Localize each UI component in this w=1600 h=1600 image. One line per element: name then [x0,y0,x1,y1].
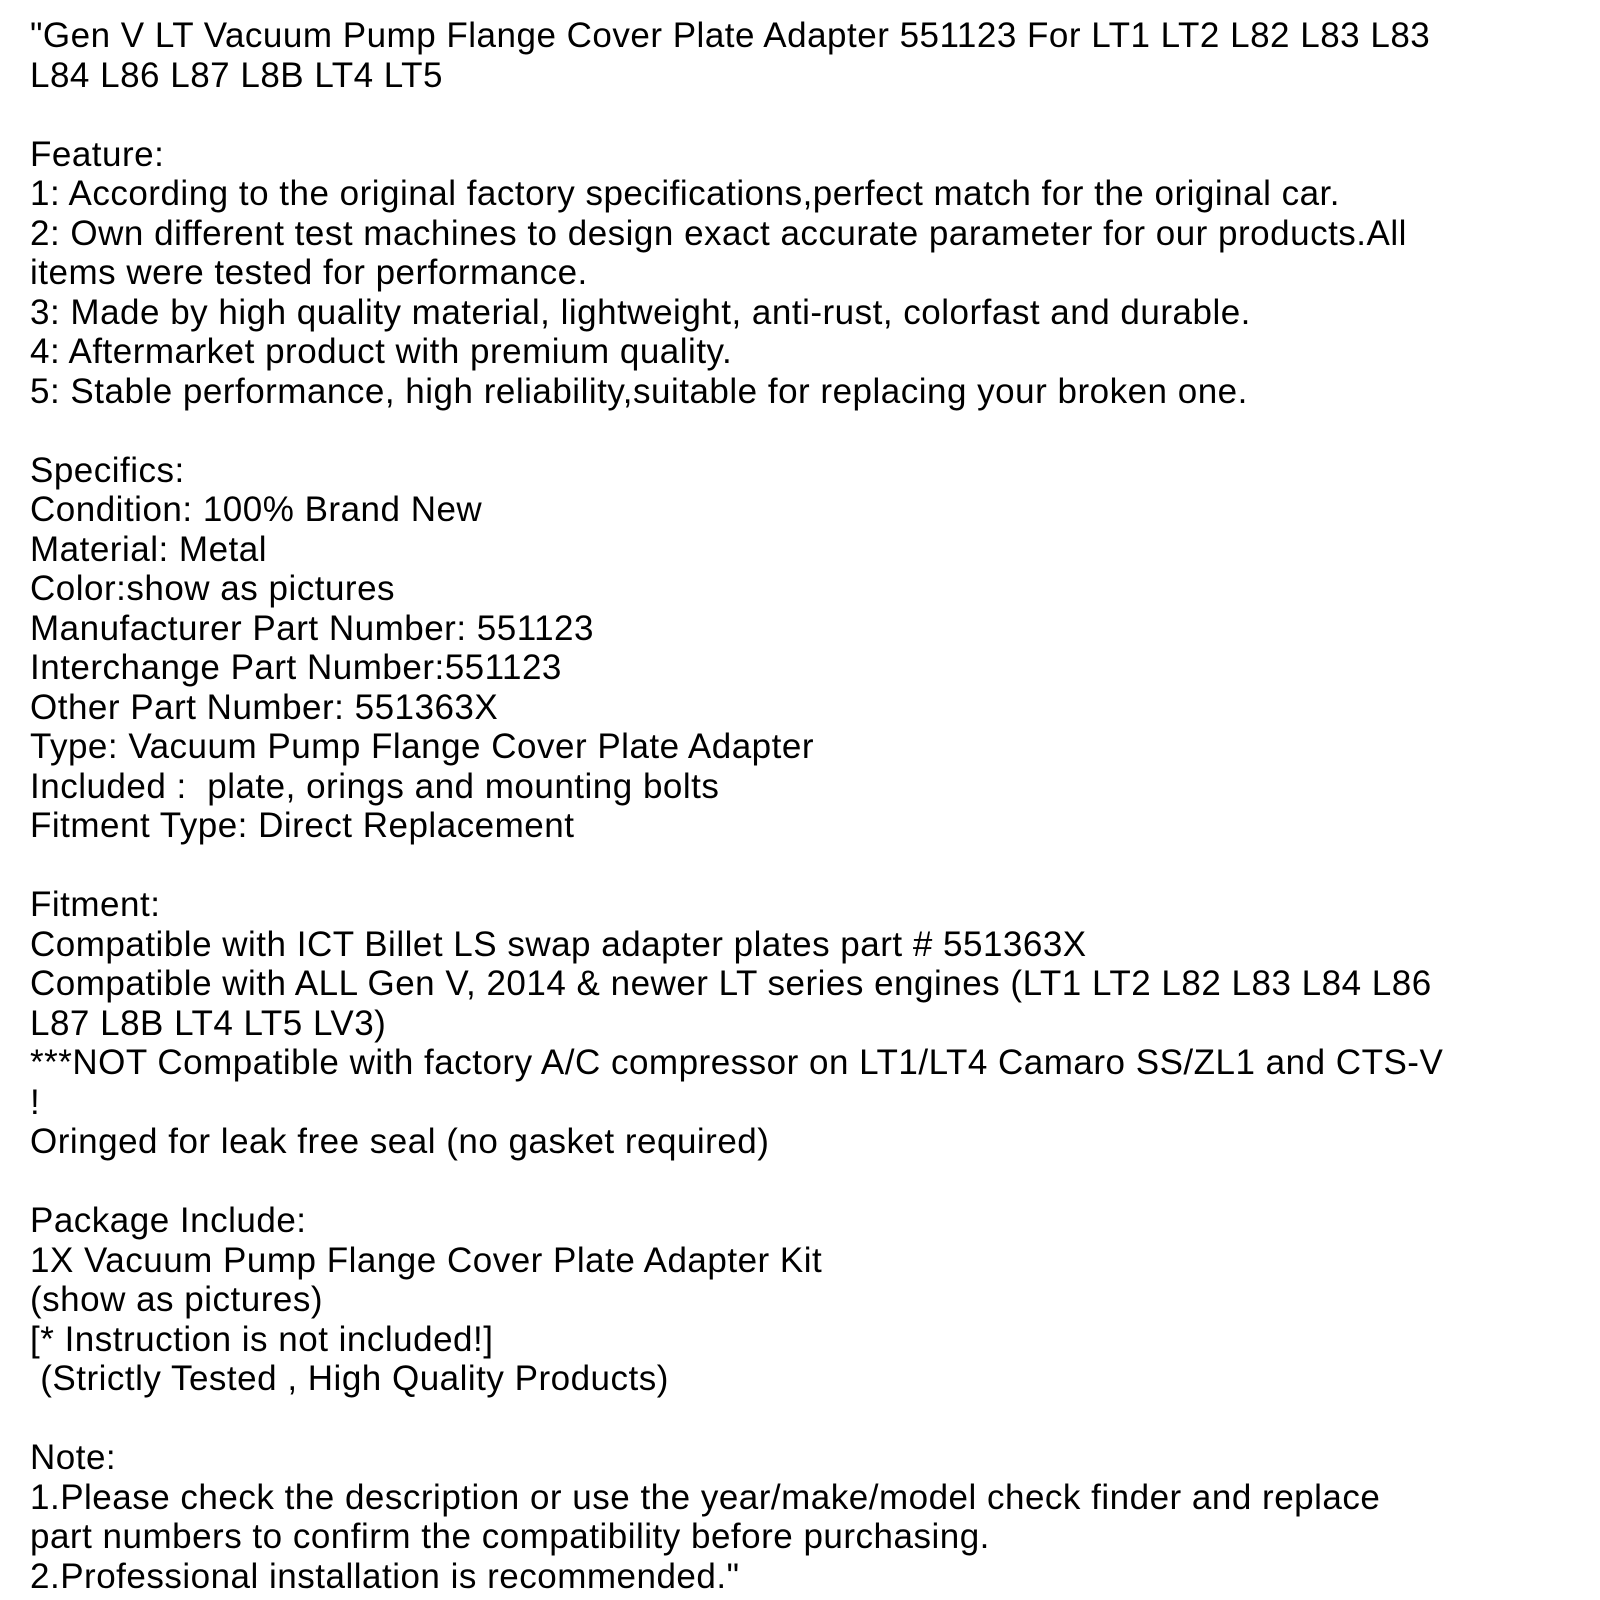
text-line: 2: Own different test machines to design exact accurate parameter for our products.All [30,213,1407,253]
text-line: Condition: 100% Brand New [30,490,483,529]
title-line: L84 L86 L87 L8B LT4 LT5 [30,55,444,95]
section-heading: Note: [30,1438,117,1477]
text-line: Interchange Part Number:551123 [30,648,562,687]
text-line: Type: Vacuum Pump Flange Cover Plate Adapter [30,727,814,766]
text-line: Compatible with ICT Billet LS swap adapter plates part # 551363X [30,924,1087,964]
section-heading: Fitment: [30,885,161,924]
text-line: items were tested for performance. [30,253,588,292]
text-line: ***NOT Compatible with factory A/C compressor on LT1/LT4 Camaro SS/ZL1 and CTS-V [30,1043,1444,1082]
title-line: "Gen V LT Vacuum Pump Flange Cover Plate Adapter 551123 For LT1 LT2 L82 L83 L83 [30,16,1431,55]
package-section [30,1201,1590,1399]
text-line: [* Instruction is not included!] [30,1319,494,1359]
fitment-section [30,885,1590,1162]
feature-section [30,135,1590,412]
text-line: Fitment Type: Direct Replacement [30,806,575,845]
text-line: Material: Metal [30,529,268,569]
text-line: L87 L8B LT4 LT5 LV3) [30,1003,387,1043]
specifics-section [30,451,1590,846]
text-line: (Strictly Tested , High Quality Products) [30,1359,669,1398]
text-line: part numbers to confirm the compatibility before purchasing. [30,1517,990,1556]
text-line: Oringed for leak free seal (no gasket required) [30,1122,770,1161]
text-line: 1X Vacuum Pump Flange Cover Plate Adapter Kit [30,1240,823,1280]
section-heading: Specifics: [30,450,185,490]
title-section [30,16,1590,95]
text-line: Other Part Number: 551363X [30,687,499,727]
text-line: 2.Professional installation is recommended." [30,1556,740,1596]
text-line: ! [30,1082,41,1122]
text-line: 4: Aftermarket product with premium quality. [30,332,733,371]
text-line: Compatible with ALL Gen V, 2014 & newer LT series engines (LT1 LT2 L82 L83 L84 L86 [30,964,1432,1003]
text-line: Color:show as pictures [30,569,396,608]
text-line: (show as pictures) [30,1280,323,1319]
text-line: Manufacturer Part Number: 551123 [30,608,594,648]
text-line: Included : plate, orings and mounting bolts [30,766,720,806]
note-section [30,1438,1590,1596]
section-heading: Feature: [30,134,165,174]
text-line: 1.Please check the description or use the year/make/model check finder and replace [30,1477,1381,1517]
text-line: 5: Stable performance, high reliability,suitable for replacing your broken one. [30,371,1248,411]
text-line: 1: According to the original factory specifications,perfect match for the original car. [30,174,1340,213]
section-heading: Package Include: [30,1201,307,1240]
text-line: 3: Made by high quality material, lightweight, anti-rust, colorfast and durable. [30,292,1251,332]
